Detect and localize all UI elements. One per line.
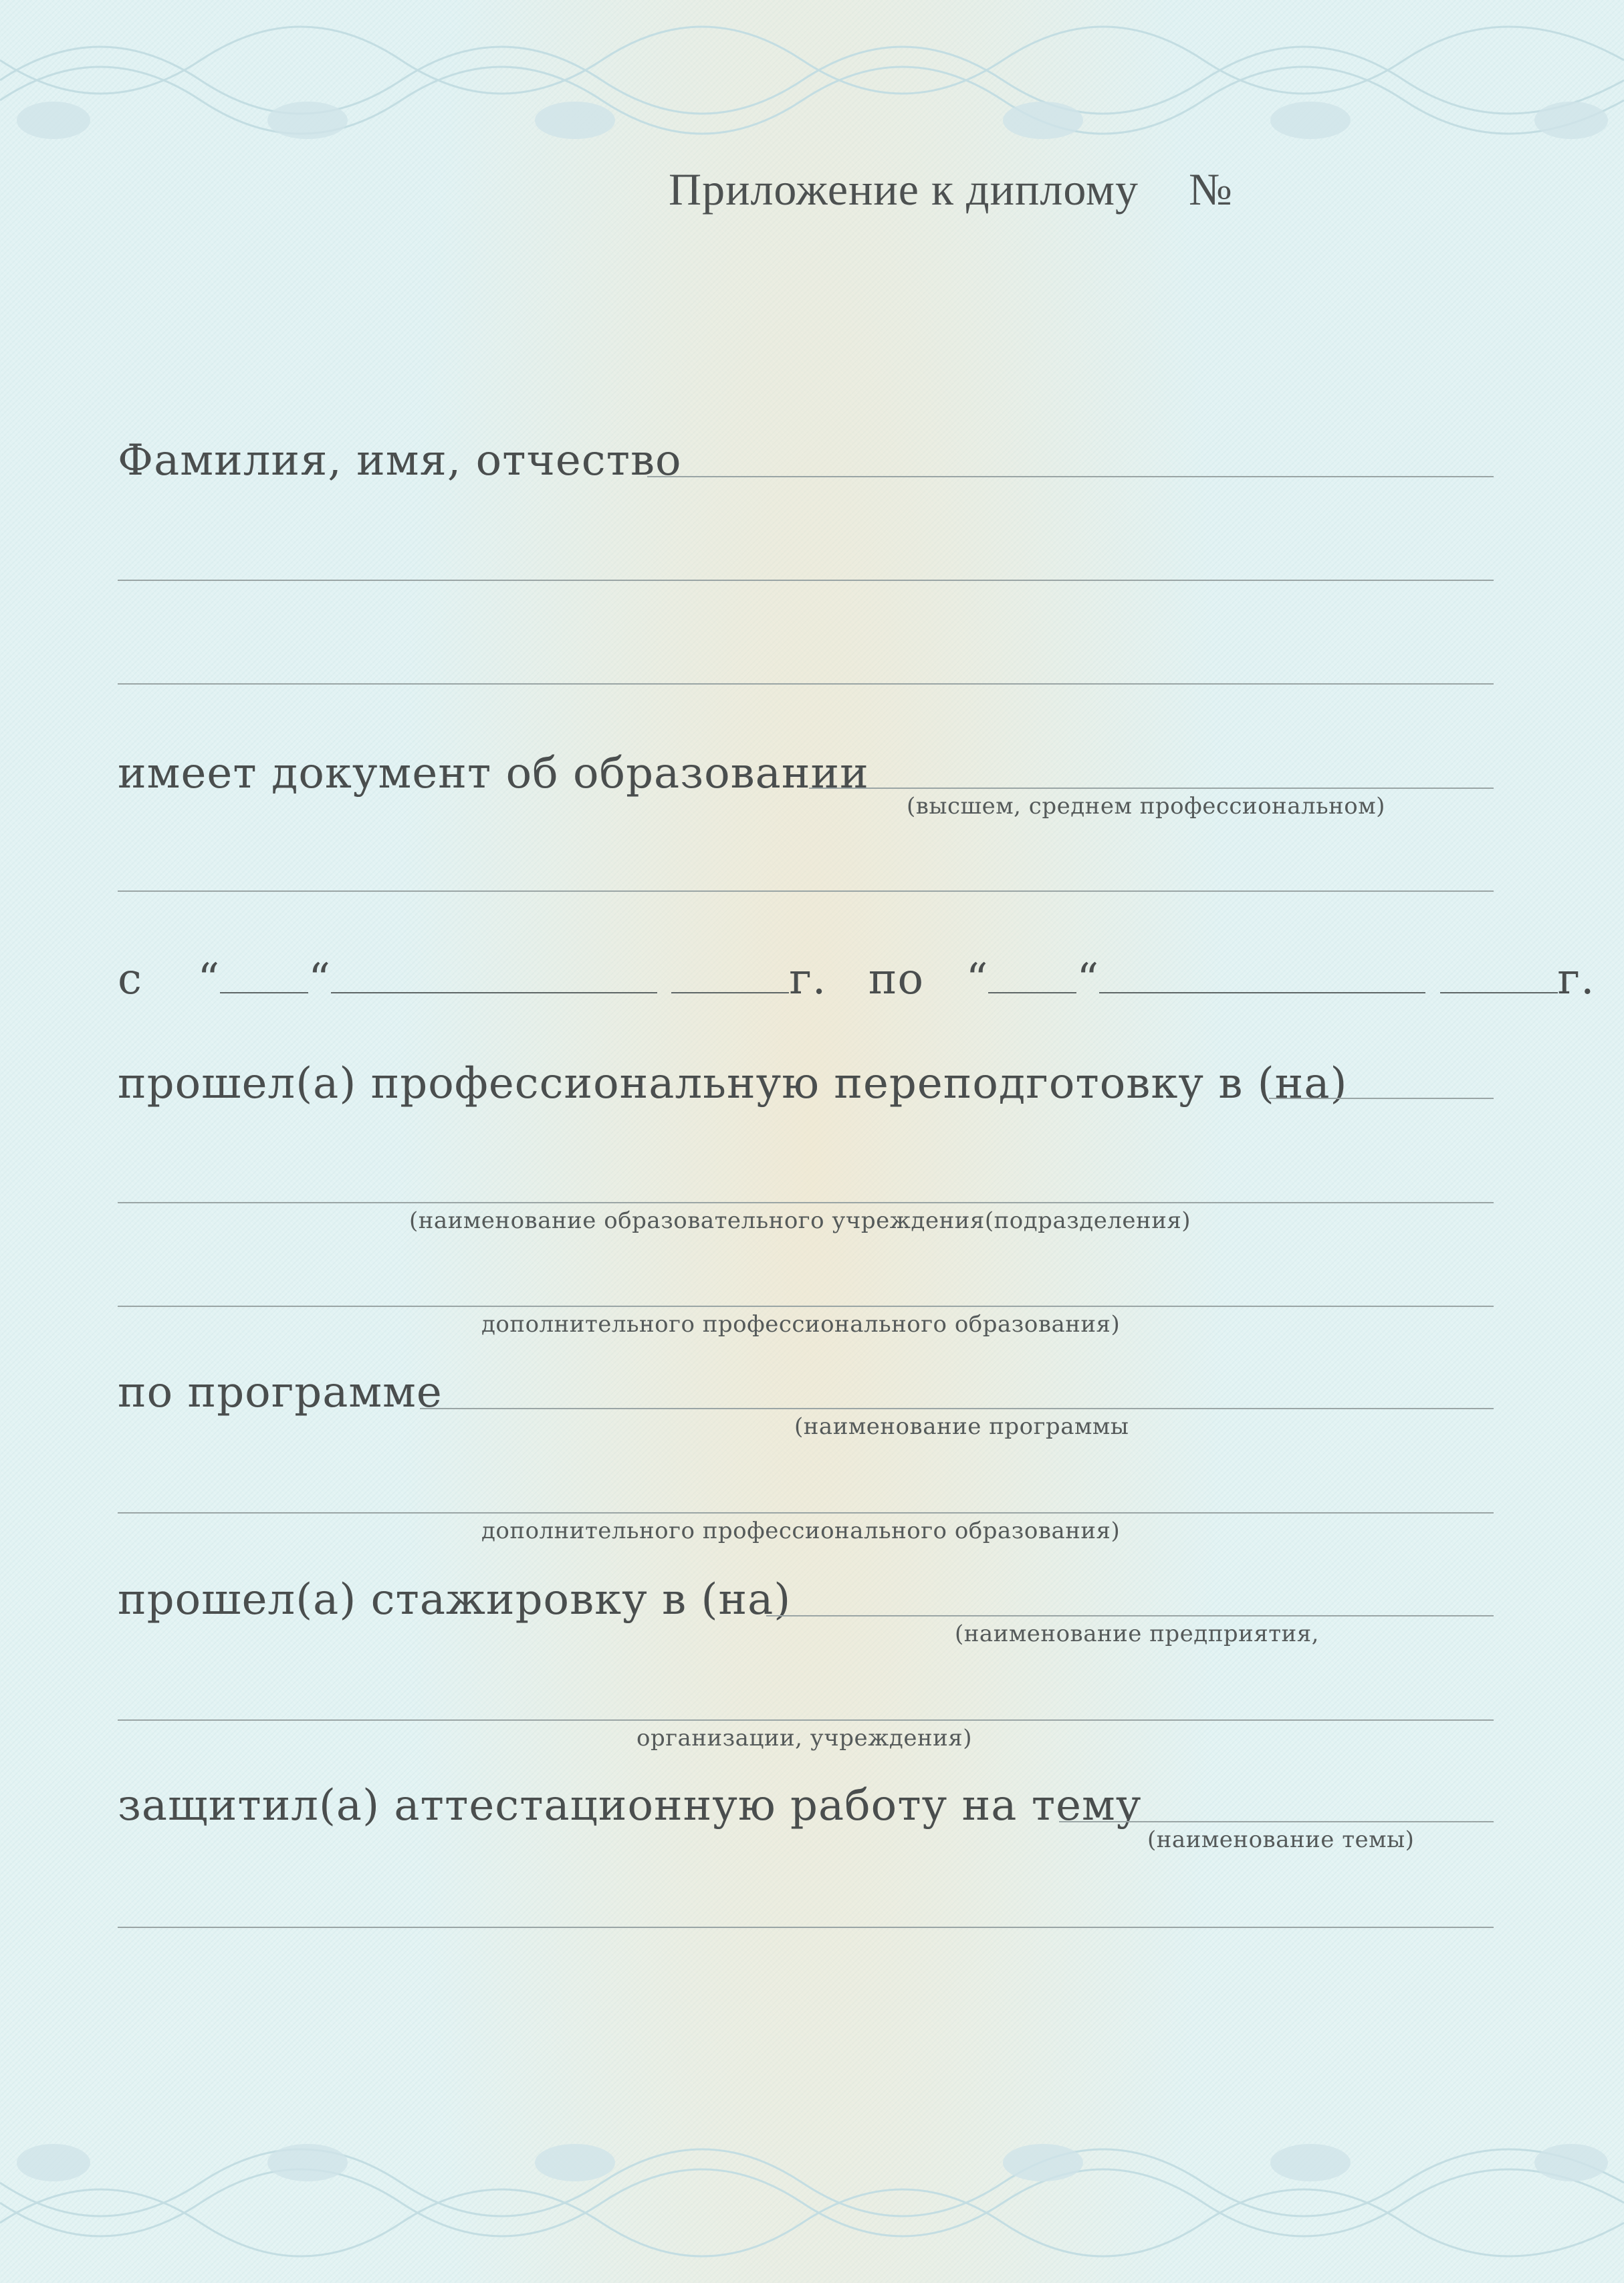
education-document-line-1[interactable] [809, 788, 1494, 789]
program-hint-2: дополнительного профессионального образования) [481, 1518, 1121, 1544]
period-from-quote-open: “ [197, 955, 221, 1004]
program-line-1[interactable] [420, 1408, 1494, 1409]
education-document-label: имеет документ об образовании [118, 749, 869, 798]
retraining-line-2[interactable] [118, 1202, 1494, 1203]
period-from-year-blank[interactable] [671, 991, 789, 993]
internship-label: прошел(а) стажировку в (на) [118, 1575, 792, 1625]
program-line-2[interactable] [118, 1512, 1494, 1514]
retraining-line-1[interactable] [1269, 1098, 1494, 1099]
period-to-text: по [868, 955, 925, 1004]
internship-hint-1: (наименование предприятия, [955, 1620, 1319, 1647]
thesis-line-1[interactable] [1059, 1821, 1494, 1822]
full-name-line-3[interactable] [118, 683, 1494, 685]
period-from-month-blank[interactable] [331, 991, 657, 993]
guilloche-ornament-top [0, 0, 1624, 160]
period-to-quote-open: “ [965, 955, 989, 1004]
document-title [669, 163, 1139, 216]
period-to-day-blank[interactable] [988, 991, 1076, 993]
retraining-hint-2: дополнительного профессионального образования) [481, 1311, 1121, 1338]
internship-line-1[interactable] [766, 1615, 1494, 1616]
retraining-hint-1: (наименование образовательного учреждения(подразделения) [409, 1207, 1191, 1234]
internship-line-2[interactable] [118, 1719, 1494, 1721]
education-document-line-2[interactable] [118, 890, 1494, 892]
period-to-quote-close: “ [1076, 955, 1100, 1004]
period-to-year-suffix: г. [1557, 955, 1595, 1004]
retraining-line-3[interactable] [118, 1306, 1494, 1307]
education-document-hint: (высшем, среднем профессиональном) [907, 793, 1385, 820]
period-to-month-blank[interactable] [1099, 991, 1425, 993]
retraining-label: прошел(а) профессиональную переподготовку в (на) [118, 1059, 1348, 1108]
period-from-year-suffix: г. [789, 955, 827, 1004]
period-to-year-blank[interactable] [1440, 991, 1558, 993]
diploma-number-sign [1189, 163, 1233, 216]
full-name-line-2[interactable] [118, 580, 1494, 581]
thesis-hint: (наименование темы) [1147, 1826, 1415, 1853]
program-hint-1: (наименование программы [794, 1413, 1129, 1440]
full-name-line-1[interactable] [647, 476, 1494, 477]
program-label: по программе [118, 1368, 443, 1417]
thesis-line-2[interactable] [118, 1927, 1494, 1928]
number-sign-text: № [1189, 164, 1233, 215]
period-row [118, 955, 1595, 1004]
thesis-label: защитил(а) аттестационную работу на тему [118, 1781, 1142, 1830]
period-from-day-blank[interactable] [220, 991, 308, 993]
period-from-quote-close: “ [308, 955, 331, 1004]
document-title-text: Приложение к диплому [669, 164, 1139, 215]
period-from-text: с [118, 955, 142, 1004]
full-name-label: Фамилия, имя, отчество [118, 436, 682, 485]
guilloche-ornament-bottom [0, 2123, 1624, 2283]
internship-hint-2: организации, учреждения) [636, 1725, 972, 1752]
